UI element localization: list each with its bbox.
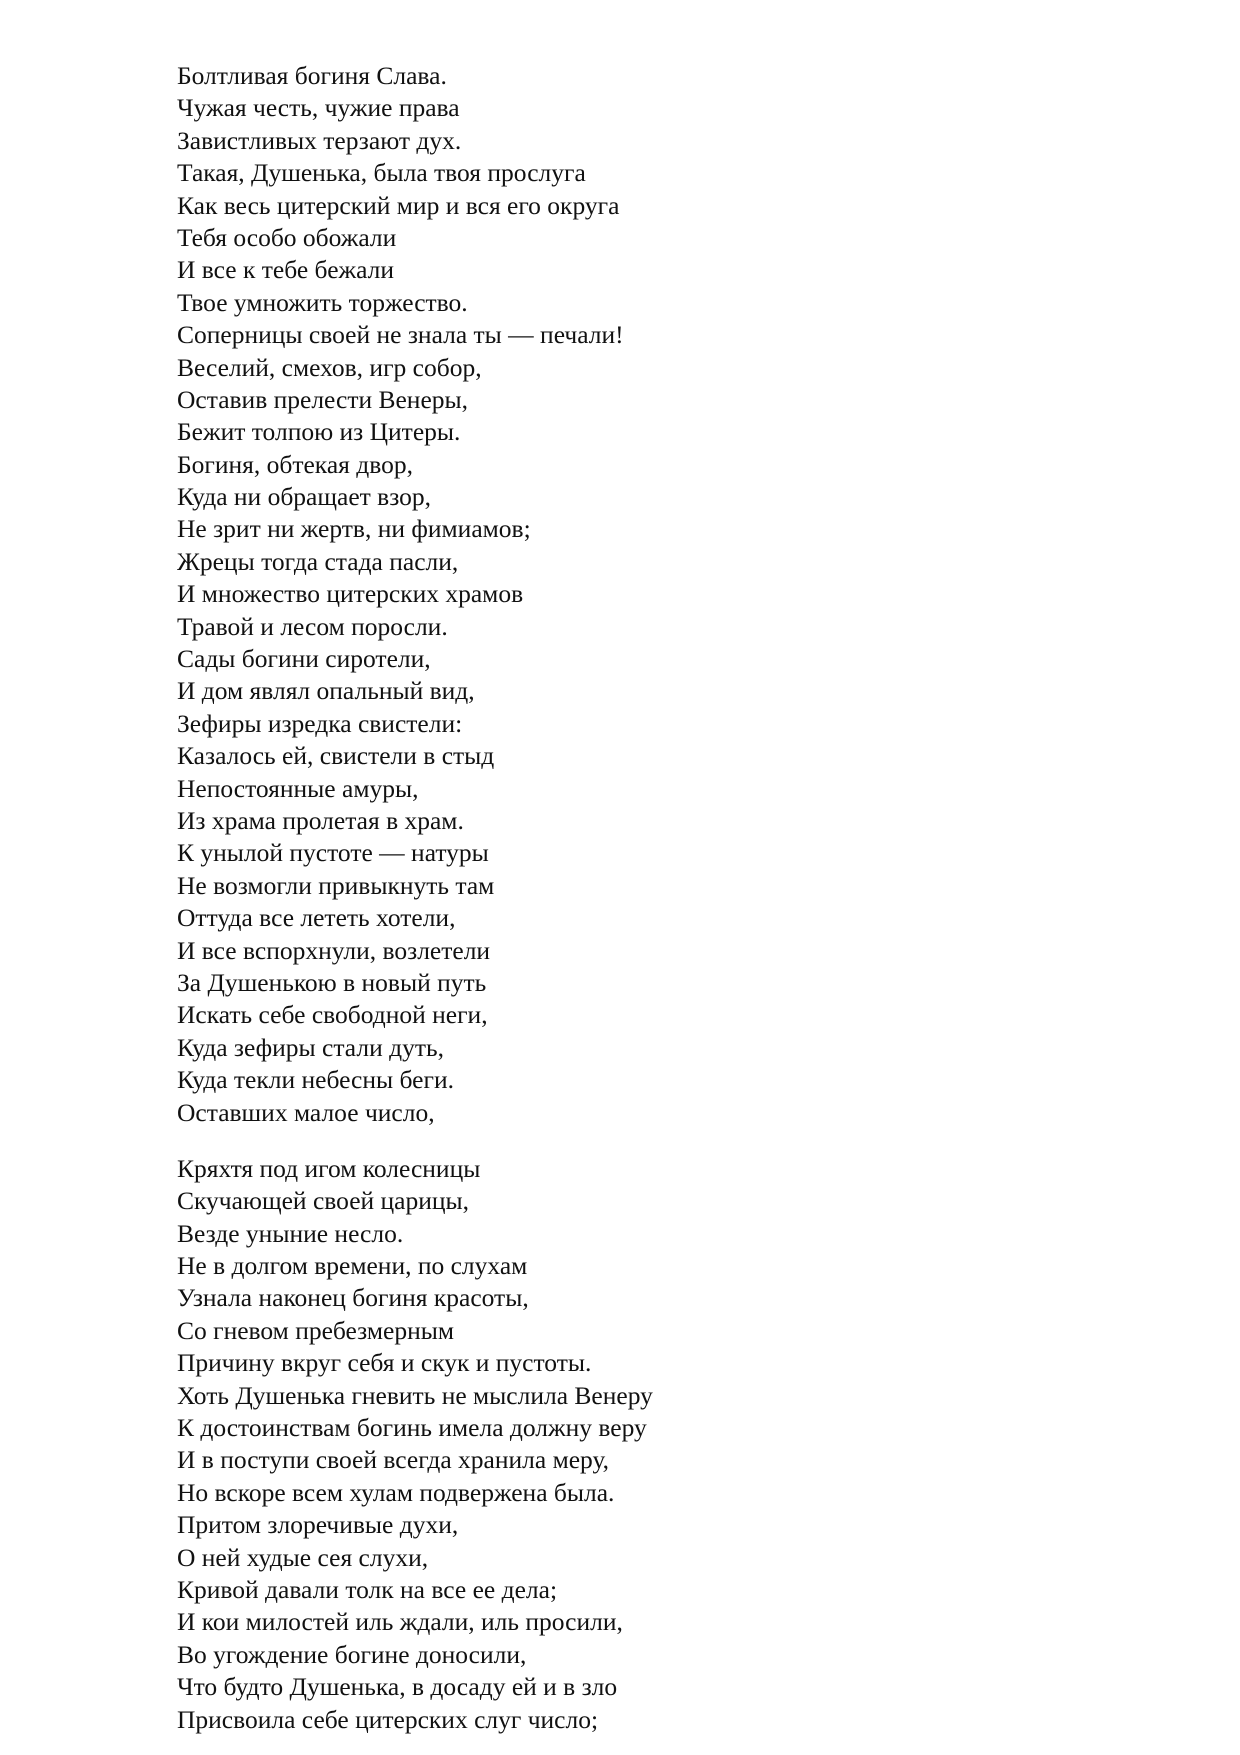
poem-line: О ней худые сея слухи,	[177, 1542, 429, 1572]
poem-line: Кривой давали толк на все ее дела;	[177, 1574, 558, 1604]
poem-line: Притом злоречивые духи,	[177, 1510, 459, 1540]
poem-line: Причину вкруг себя и скук и пустоты.	[177, 1348, 592, 1378]
poem-line: Хоть Душенька гневить не мыслила Венеру	[177, 1380, 653, 1410]
poem-line: Не зрит ни жертв, ни фимиамов;	[177, 514, 531, 544]
poem-line: Веселий, смехов, игр собор,	[177, 352, 482, 382]
poem-line: Завистливых терзают дух.	[177, 125, 462, 155]
poem-line: И кои милостей иль ждали, иль просили,	[177, 1607, 623, 1637]
poem-line: Тебя особо обожали	[177, 222, 397, 252]
poem-line: Куда зефиры стали дуть,	[177, 1032, 444, 1062]
stanza-2	[177, 1153, 1177, 1736]
poem-line: Оттуда все лететь хотели,	[177, 903, 456, 933]
poem-line: Но вскоре всем хулам подвержена была.	[177, 1477, 615, 1507]
poem-line: Со гневом пребезмерным	[177, 1315, 455, 1345]
poem-line: И все вспорхнули, возлетели	[177, 935, 491, 965]
poem-line: Непостоянные амуры,	[177, 773, 419, 803]
stanza-1	[177, 60, 1177, 1129]
poem-line: Не возмогли привыкнуть там	[177, 870, 495, 900]
poem-line: Не в долгом времени, по слухам	[177, 1251, 528, 1281]
poem-line: Травой и лесом поросли.	[177, 611, 448, 641]
poem-line: Зефиры изредка свистели:	[177, 708, 463, 738]
poem-line: Болтливая богиня Слава.	[177, 61, 447, 90]
poem-line: За Душенькою в новый путь	[177, 967, 487, 997]
poem-line: Сады богини сиротели,	[177, 644, 431, 674]
poem-line: Скучающей своей царицы,	[177, 1186, 470, 1216]
poem-line: Как весь цитерский мир и вся его округа	[177, 190, 620, 220]
poem-line: Бежит толпою из Цитеры.	[177, 417, 461, 447]
poem-line: Твое умножить торжество.	[177, 287, 468, 317]
poem-line: И дом являл опальный вид,	[177, 676, 475, 706]
poem-line: К достоинствам богинь имела должну веру	[177, 1413, 647, 1443]
poem-line: И множество цитерских храмов	[177, 579, 524, 609]
poem-line: Казалось ей, свистели в стыд	[177, 741, 495, 771]
poem-line: Присвоила себе цитерских слуг число;	[177, 1704, 599, 1734]
poem-line: Из храма пролетая в храм.	[177, 805, 464, 835]
poem-line: Такая, Душенька, была твоя прослуга	[177, 158, 586, 188]
poem-line: Соперницы своей не знала ты — печали!	[177, 320, 624, 350]
poem-line: Оставших малое число,	[177, 1097, 435, 1127]
poem-line: Жрецы тогда стада пасли,	[177, 546, 459, 576]
poem-line: Куда текли небесны беги.	[177, 1065, 454, 1095]
poem-line: Во угождение богине доносили,	[177, 1639, 527, 1669]
poem-line: Оставив прелести Венеры,	[177, 384, 469, 414]
poem-line: Везде уныние несло.	[177, 1218, 404, 1248]
poem-text	[177, 60, 1177, 1736]
poem-line: Кряхтя под игом колесницы	[177, 1153, 481, 1183]
poem-line: К унылой пустоте — натуры	[177, 838, 489, 868]
poem-line: Узнала наконец богиня красоты,	[177, 1283, 529, 1313]
poem-line: Куда ни обращает взор,	[177, 482, 431, 512]
poem-line: Искать себе свободной неги,	[177, 1000, 488, 1030]
poem-line: И все к тебе бежали	[177, 255, 395, 285]
poem-line: Богиня, обтекая двор,	[177, 449, 413, 479]
poem-line: Что будто Душенька, в досаду ей и в зло	[177, 1672, 618, 1702]
poem-line: И в поступи своей всегда хранила меру,	[177, 1445, 610, 1475]
poem-line: Чужая честь, чужие права	[177, 93, 460, 123]
